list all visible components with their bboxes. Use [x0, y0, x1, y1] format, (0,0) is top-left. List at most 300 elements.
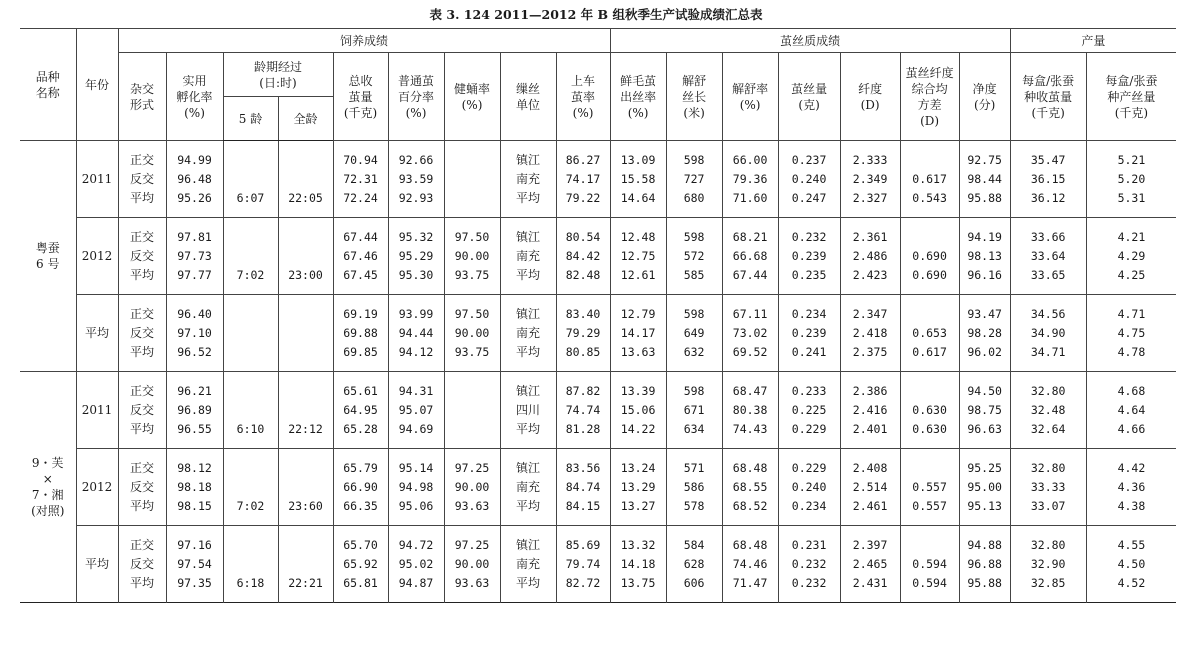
neatness-cell [959, 526, 1010, 603]
denier-cell [840, 526, 900, 603]
fifth-cell [223, 141, 278, 218]
fifth-cell [223, 526, 278, 603]
filament-len-value: 578 [683, 498, 705, 513]
reel-unit-value: 平均 [515, 190, 540, 205]
cross-value: 反交 [129, 556, 154, 571]
reel-unit-value: 平均 [515, 498, 540, 513]
reel-rate-value: 84.74 [565, 479, 601, 494]
hatch-value: 97.81 [177, 229, 212, 244]
cocoon-yield-value: 65.70 [343, 537, 378, 552]
box-cocoon-value: 32.64 [1030, 421, 1066, 436]
reelability-value: 69.52 [732, 344, 768, 359]
normal-pct-value: 95.14 [398, 460, 434, 475]
reelability-value: 68.52 [732, 498, 768, 513]
hatch-value: 97.35 [177, 575, 212, 590]
reel-unit-cell [500, 141, 556, 218]
box-silk-cell [1086, 526, 1176, 603]
box-cocoon-value: 32.48 [1030, 402, 1066, 417]
denier-sd-value: 0.617 [912, 344, 947, 359]
filament-len-value: 606 [683, 575, 705, 590]
cocoon-yield-value: 69.85 [343, 344, 378, 359]
denier-sd-value: 0.557 [912, 498, 947, 513]
neatness-value: 96.63 [967, 421, 1002, 436]
reel-unit-value: 平均 [515, 575, 540, 590]
denier-cell [840, 295, 900, 372]
healthy-cell [444, 449, 500, 526]
cocoon-yield-value: 67.46 [343, 248, 378, 263]
raw-silk-pct-value: 14.22 [620, 421, 656, 436]
neatness-value: 95.00 [967, 479, 1002, 494]
box-cocoon-value: 32.90 [1030, 556, 1066, 571]
box-cocoon-value: 33.66 [1030, 229, 1066, 244]
normal-pct-cell [388, 218, 444, 295]
reel-rate-value: 74.74 [565, 402, 601, 417]
silk-weight-value: 0.232 [791, 556, 827, 571]
healthy-value: 93.63 [454, 575, 490, 590]
raw-silk-pct-value: 13.27 [620, 498, 656, 513]
reel-rate-value: 83.56 [565, 460, 601, 475]
box-silk-value: 4.71 [1117, 306, 1146, 321]
neatness-value: 98.75 [967, 402, 1002, 417]
reel-rate-value: 84.42 [565, 248, 601, 263]
healthy-value [445, 189, 500, 208]
denier-sd-value: 0.630 [912, 402, 947, 417]
cocoon-yield-value: 66.35 [343, 498, 378, 513]
fifth-value [224, 228, 278, 247]
header-neatness: 净度 (分) [959, 53, 1010, 141]
filament-len-value: 585 [683, 267, 705, 282]
header-box-cocoon: 每盒/张蚕 种收茧量 (千克) [1010, 53, 1086, 141]
neatness-value: 94.50 [967, 383, 1002, 398]
box-silk-value: 4.66 [1117, 421, 1146, 436]
reel-rate-cell [556, 372, 610, 449]
neatness-value: 93.47 [967, 306, 1002, 321]
fifth-value: 6:10 [236, 421, 265, 436]
reel-unit-value: 平均 [515, 344, 540, 359]
variety-cell: 9・芙 × 7・湘 (对照) [20, 372, 76, 603]
header-raw-silk-pct: 鲜毛茧 出丝率 (%) [610, 53, 666, 141]
filament-len-value: 571 [683, 460, 705, 475]
cocoon-yield-value: 65.61 [343, 383, 378, 398]
silk-weight-value: 0.232 [791, 229, 827, 244]
raw-silk-pct-value: 13.29 [620, 479, 656, 494]
reel-rate-value: 85.69 [565, 537, 601, 552]
reelability-value: 67.44 [732, 267, 768, 282]
box-cocoon-value: 32.80 [1030, 537, 1066, 552]
reel-rate-value: 82.72 [565, 575, 601, 590]
normal-pct-value: 92.93 [398, 190, 434, 205]
fifth-value [224, 151, 278, 170]
box-cocoon-cell [1010, 449, 1086, 526]
table-row [20, 295, 1176, 372]
cocoon-yield-value: 67.45 [343, 267, 378, 282]
denier-value: 2.423 [852, 267, 888, 282]
raw-silk-pct-value: 13.24 [620, 460, 656, 475]
cocoon-yield-cell [333, 526, 388, 603]
cross-value: 平均 [129, 498, 154, 513]
reel-rate-cell [556, 526, 610, 603]
healthy-value: 93.63 [454, 498, 490, 513]
reel-unit-value: 平均 [515, 421, 540, 436]
reel-unit-cell [500, 295, 556, 372]
neatness-value: 92.75 [967, 152, 1002, 167]
cross-value: 平均 [129, 190, 154, 205]
healthy-value [445, 151, 500, 170]
reelability-value: 66.00 [732, 152, 768, 167]
normal-pct-value: 95.07 [398, 402, 434, 417]
cross-value: 平均 [129, 344, 154, 359]
reel-rate-value: 79.74 [565, 556, 601, 571]
reelability-value: 66.68 [732, 248, 768, 263]
header-normal-pct: 普通茧 百分率 (%) [388, 53, 444, 141]
reel-unit-cell [500, 526, 556, 603]
box-silk-value: 5.31 [1117, 190, 1146, 205]
denier-value: 2.408 [852, 460, 888, 475]
raw-silk-pct-cell [610, 526, 666, 603]
box-silk-value: 4.68 [1117, 383, 1146, 398]
fifth-value [224, 459, 278, 478]
silk-weight-cell [778, 372, 840, 449]
cross-value: 正交 [129, 152, 154, 167]
box-cocoon-value: 34.71 [1030, 344, 1066, 359]
denier-value: 2.361 [852, 229, 888, 244]
cocoon-yield-value: 72.31 [343, 171, 378, 186]
fifth-value: 7:02 [236, 498, 265, 513]
healthy-value: 97.25 [454, 537, 490, 552]
denier-value: 2.416 [852, 402, 888, 417]
neatness-cell [959, 295, 1010, 372]
box-cocoon-value: 32.85 [1030, 575, 1066, 590]
raw-silk-pct-value: 14.18 [620, 556, 656, 571]
silk-weight-value: 0.235 [791, 267, 827, 282]
silk-weight-value: 0.225 [791, 402, 827, 417]
neatness-cell [959, 141, 1010, 218]
box-silk-cell [1086, 141, 1176, 218]
cocoon-yield-value: 64.95 [343, 402, 378, 417]
raw-silk-pct-value: 12.48 [620, 229, 656, 244]
filament-len-cell [666, 218, 722, 295]
healthy-value: 90.00 [454, 556, 490, 571]
denier-sd-value [901, 228, 959, 247]
cocoon-yield-cell [333, 141, 388, 218]
healthy-value: 90.00 [454, 479, 490, 494]
healthy-value: 97.50 [454, 229, 490, 244]
cross-cell [118, 449, 166, 526]
silk-weight-value: 0.241 [791, 344, 827, 359]
fifth-value [224, 401, 278, 420]
fifth-cell [223, 295, 278, 372]
denier-sd-value: 0.690 [912, 267, 947, 282]
filament-len-cell [666, 449, 722, 526]
cocoon-yield-value: 70.94 [343, 152, 378, 167]
full-cell [278, 449, 333, 526]
neatness-value: 98.28 [967, 325, 1002, 340]
hatch-cell [166, 141, 223, 218]
normal-pct-value: 94.31 [398, 383, 434, 398]
fifth-value [224, 170, 278, 189]
reelability-cell [722, 526, 778, 603]
hatch-cell [166, 218, 223, 295]
hatch-value: 96.55 [177, 421, 212, 436]
normal-pct-value: 94.12 [398, 344, 434, 359]
hatch-value: 97.16 [177, 537, 212, 552]
hatch-value: 97.54 [177, 556, 212, 571]
hatch-value: 96.52 [177, 344, 212, 359]
header-box-silk: 每盒/张蚕 种产丝量 (千克) [1086, 53, 1176, 141]
box-silk-value: 4.52 [1117, 575, 1146, 590]
denier-sd-value: 0.630 [912, 421, 947, 436]
filament-len-value: 727 [683, 171, 705, 186]
filament-len-value: 680 [683, 190, 705, 205]
box-cocoon-cell [1010, 295, 1086, 372]
reelability-value: 68.48 [732, 460, 768, 475]
box-silk-value: 4.50 [1117, 556, 1146, 571]
cocoon-yield-value: 67.44 [343, 229, 378, 244]
cross-cell [118, 372, 166, 449]
cocoon-yield-cell [333, 295, 388, 372]
raw-silk-pct-value: 12.79 [620, 306, 656, 321]
reelability-value: 80.38 [732, 402, 768, 417]
neatness-value: 98.13 [967, 248, 1002, 263]
reel-unit-value: 南充 [515, 479, 540, 494]
box-silk-value: 4.78 [1117, 344, 1146, 359]
year-cell: 平均 [76, 295, 118, 372]
reel-rate-value: 79.22 [565, 190, 601, 205]
normal-pct-value: 94.44 [398, 325, 434, 340]
hatch-value: 98.15 [177, 498, 212, 513]
reelability-cell [722, 372, 778, 449]
reel-unit-value: 南充 [515, 171, 540, 186]
denier-value: 2.431 [852, 575, 888, 590]
header-denier-sd: 茧丝纤度 综合均 方差 (D) [900, 53, 959, 141]
box-silk-value: 4.42 [1117, 460, 1146, 475]
normal-pct-value: 95.29 [398, 248, 434, 263]
header-year: 年份 [76, 29, 118, 141]
box-cocoon-value: 34.90 [1030, 325, 1066, 340]
header-cross: 杂交 形式 [118, 53, 166, 141]
neatness-value: 96.02 [967, 344, 1002, 359]
reel-rate-cell [556, 449, 610, 526]
raw-silk-pct-value: 14.17 [620, 325, 656, 340]
fifth-cell [223, 218, 278, 295]
cross-value: 反交 [129, 248, 154, 263]
hatch-value: 96.40 [177, 306, 212, 321]
full-value [279, 401, 333, 420]
cocoon-yield-value: 65.92 [343, 556, 378, 571]
healthy-value: 90.00 [454, 325, 490, 340]
neatness-value: 96.88 [967, 556, 1002, 571]
header-full-instar: 全龄 [278, 97, 333, 141]
full-cell [278, 295, 333, 372]
neatness-value: 96.16 [967, 267, 1002, 282]
header-filament-len: 解舒 丝长 (米) [666, 53, 722, 141]
raw-silk-pct-value: 15.06 [620, 402, 656, 417]
box-cocoon-value: 36.15 [1030, 171, 1066, 186]
box-cocoon-cell [1010, 218, 1086, 295]
cross-value: 反交 [129, 402, 154, 417]
box-cocoon-value: 34.56 [1030, 306, 1066, 321]
box-silk-value: 4.29 [1117, 248, 1146, 263]
normal-pct-cell [388, 295, 444, 372]
silk-weight-value: 0.233 [791, 383, 827, 398]
neatness-cell [959, 372, 1010, 449]
full-value [279, 343, 333, 362]
raw-silk-pct-value: 13.39 [620, 383, 656, 398]
box-cocoon-value: 32.80 [1030, 383, 1066, 398]
denier-value: 2.347 [852, 306, 888, 321]
denier-value: 2.386 [852, 383, 888, 398]
cross-cell [118, 526, 166, 603]
reel-rate-value: 82.48 [565, 267, 601, 282]
full-value [279, 555, 333, 574]
denier-cell [840, 218, 900, 295]
filament-len-value: 634 [683, 421, 705, 436]
silk-weight-value: 0.239 [791, 248, 827, 263]
healthy-cell [444, 295, 500, 372]
reel-rate-value: 81.28 [565, 421, 601, 436]
reel-unit-value: 镇江 [515, 537, 540, 552]
hatch-value: 97.10 [177, 325, 212, 340]
full-value: 22:21 [288, 575, 323, 590]
raw-silk-pct-value: 13.32 [620, 537, 656, 552]
filament-len-cell [666, 526, 722, 603]
healthy-value: 97.25 [454, 460, 490, 475]
filament-len-value: 598 [683, 306, 705, 321]
hatch-value: 96.21 [177, 383, 212, 398]
silk-weight-value: 0.232 [791, 575, 827, 590]
full-value: 23:60 [288, 498, 323, 513]
header-fifth-instar: 5 龄 [223, 97, 278, 141]
year-cell: 2012 [76, 449, 118, 526]
full-value [279, 459, 333, 478]
full-cell [278, 372, 333, 449]
cross-value: 平均 [129, 575, 154, 590]
denier-sd-cell [900, 526, 959, 603]
reel-unit-value: 镇江 [515, 383, 540, 398]
healthy-cell [444, 218, 500, 295]
header-denier: 纤度 (D) [840, 53, 900, 141]
reel-unit-cell [500, 218, 556, 295]
neatness-value: 95.88 [967, 575, 1002, 590]
denier-value: 2.401 [852, 421, 888, 436]
year-cell: 2011 [76, 141, 118, 218]
full-value: 22:05 [288, 190, 323, 205]
header-silk-weight: 茧丝量 (克) [778, 53, 840, 141]
box-cocoon-value: 33.65 [1030, 267, 1066, 282]
hatch-value: 98.12 [177, 460, 212, 475]
silk-weight-value: 0.234 [791, 306, 827, 321]
reel-unit-value: 镇江 [515, 460, 540, 475]
silk-weight-value: 0.237 [791, 152, 827, 167]
reelability-value: 68.47 [732, 383, 768, 398]
healthy-value: 93.75 [454, 267, 490, 282]
cocoon-yield-value: 69.88 [343, 325, 378, 340]
table-row [20, 218, 1176, 295]
hatch-cell [166, 295, 223, 372]
full-value [279, 228, 333, 247]
silk-weight-value: 0.229 [791, 460, 827, 475]
denier-sd-value [901, 382, 959, 401]
fifth-value [224, 305, 278, 324]
normal-pct-value: 95.06 [398, 498, 434, 513]
reel-unit-value: 南充 [515, 325, 540, 340]
cross-value: 反交 [129, 479, 154, 494]
reel-rate-cell [556, 141, 610, 218]
silk-weight-cell [778, 141, 840, 218]
fifth-value [224, 343, 278, 362]
fifth-cell [223, 372, 278, 449]
denier-sd-value: 0.557 [912, 479, 947, 494]
healthy-value [445, 401, 500, 420]
denier-value: 2.397 [852, 537, 888, 552]
filament-len-value: 598 [683, 152, 705, 167]
cross-value: 正交 [129, 383, 154, 398]
silk-weight-cell [778, 449, 840, 526]
box-silk-value: 4.21 [1117, 229, 1146, 244]
reelability-cell [722, 218, 778, 295]
reelability-value: 71.47 [732, 575, 768, 590]
full-cell [278, 526, 333, 603]
denier-cell [840, 449, 900, 526]
box-silk-value: 4.75 [1117, 325, 1146, 340]
full-cell [278, 218, 333, 295]
normal-pct-value: 92.66 [398, 152, 434, 167]
box-silk-cell [1086, 218, 1176, 295]
raw-silk-pct-value: 13.09 [620, 152, 656, 167]
reel-rate-value: 87.82 [565, 383, 601, 398]
full-value [279, 151, 333, 170]
cocoon-yield-value: 66.90 [343, 479, 378, 494]
silk-weight-value: 0.240 [791, 479, 827, 494]
table-row [20, 526, 1176, 603]
cross-value: 正交 [129, 537, 154, 552]
reelability-value: 67.11 [732, 306, 768, 321]
cocoon-yield-value: 65.79 [343, 460, 378, 475]
silk-weight-value: 0.240 [791, 171, 827, 186]
normal-pct-value: 93.59 [398, 171, 434, 186]
filament-len-value: 598 [683, 229, 705, 244]
box-silk-value: 4.55 [1117, 537, 1146, 552]
normal-pct-value: 94.72 [398, 537, 434, 552]
filament-len-value: 649 [683, 325, 705, 340]
raw-silk-pct-value: 14.64 [620, 190, 656, 205]
denier-sd-cell [900, 218, 959, 295]
denier-value: 2.327 [852, 190, 888, 205]
header-reel-unit: 缫丝 单位 [500, 53, 556, 141]
hatch-value: 98.18 [177, 479, 212, 494]
denier-value: 2.486 [852, 248, 888, 263]
neatness-cell [959, 218, 1010, 295]
cross-value: 平均 [129, 421, 154, 436]
normal-pct-value: 94.98 [398, 479, 434, 494]
fifth-value [224, 536, 278, 555]
raw-silk-pct-cell [610, 141, 666, 218]
reel-unit-value: 镇江 [515, 306, 540, 321]
full-value [279, 478, 333, 497]
normal-pct-cell [388, 449, 444, 526]
normal-pct-cell [388, 141, 444, 218]
neatness-value: 95.13 [967, 498, 1002, 513]
healthy-cell [444, 526, 500, 603]
fifth-cell [223, 449, 278, 526]
reel-rate-value: 84.15 [565, 498, 601, 513]
table-row [20, 372, 1176, 449]
healthy-value: 97.50 [454, 306, 490, 321]
full-value [279, 170, 333, 189]
reelability-value: 68.48 [732, 537, 768, 552]
reel-unit-value: 平均 [515, 267, 540, 282]
raw-silk-pct-value: 12.61 [620, 267, 656, 282]
